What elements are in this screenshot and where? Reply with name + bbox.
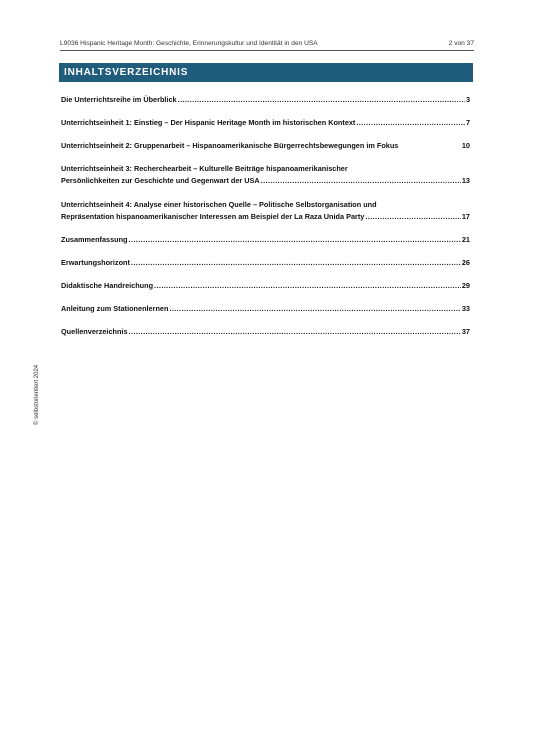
toc-entry-page: 33 bbox=[461, 304, 470, 313]
toc-entry-page: 21 bbox=[461, 235, 470, 244]
toc-entry[interactable] bbox=[61, 326, 470, 338]
toc-entry[interactable] bbox=[61, 234, 470, 246]
toc-entry-page: 26 bbox=[461, 258, 470, 267]
toc-entry-page: 13 bbox=[461, 175, 470, 185]
toc-entry-title: Didaktische Handreichung bbox=[61, 281, 154, 290]
copyright-notice: © selbstorientiert 2024 bbox=[34, 364, 40, 425]
toc-entry-page: 29 bbox=[461, 281, 470, 290]
toc-entry-title: Die Unterrichtsreihe im Überblick bbox=[61, 95, 177, 104]
toc-entry-title-line2: Persönlichkeiten zur Geschichte und Gegenwart der USA bbox=[61, 175, 260, 185]
toc-entry-title-line1: Unterrichtseinheit 4: Analyse einer historischen Quelle – Politische Selbstorganisation und bbox=[61, 200, 377, 209]
toc-entry-page: 10 bbox=[461, 141, 470, 150]
page-header bbox=[60, 40, 474, 51]
toc-entry-title: Zusammenfassung bbox=[61, 235, 128, 244]
toc-entry[interactable] bbox=[61, 117, 470, 129]
toc-entry-title-line2: Repräsentation hispanoamerikanischer Interessen am Beispiel der La Raza Unida Party bbox=[61, 211, 365, 221]
toc-leader-dots bbox=[131, 257, 461, 269]
toc-entry-page: 37 bbox=[461, 327, 470, 336]
toc-entry-title: Unterrichtseinheit 1: Einstieg – Der Hispanic Heritage Month im historischen Kontext bbox=[61, 118, 356, 127]
toc-entry-title-line1: Unterrichtseinheit 3: Recherchearbeit – Kulturelle Beiträge hispanoamerikanischer bbox=[61, 164, 348, 173]
document-title: L9036 Hispanic Heritage Month: Geschichte, Erinnerungskultur und Identität in den USA bbox=[60, 40, 318, 47]
toc-entry[interactable] bbox=[61, 280, 470, 292]
toc-entry-title: Unterrichtseinheit 2: Gruppenarbeit – Hispanoamerikanische Bürgerrechtsbewegungen im Fokus bbox=[61, 141, 399, 150]
toc-leader-dots bbox=[129, 234, 461, 246]
toc-leader-dots bbox=[356, 117, 465, 129]
toc-entry-title: Anleitung zum Stationenlernen bbox=[61, 304, 169, 313]
toc-entry-page: 7 bbox=[465, 118, 470, 127]
toc-heading: INHALTSVERZEICHNIS bbox=[64, 67, 189, 78]
toc-leader-dots bbox=[178, 94, 465, 106]
toc-entry-page: 17 bbox=[461, 211, 470, 221]
toc-entry[interactable] bbox=[61, 94, 470, 106]
toc-leader-dots bbox=[129, 326, 461, 338]
toc-entry-page: 3 bbox=[465, 95, 470, 104]
toc-entry-title: Erwartungshorizont bbox=[61, 258, 130, 267]
toc-leader-dots bbox=[169, 303, 460, 315]
toc-leader-dots bbox=[154, 280, 461, 292]
toc-entry[interactable] bbox=[61, 257, 470, 269]
toc-leader-dots bbox=[261, 175, 461, 187]
toc-leader-dots bbox=[365, 211, 461, 223]
toc-entry-title: Quellenverzeichnis bbox=[61, 327, 128, 336]
toc-heading-banner bbox=[59, 63, 473, 82]
toc-entry[interactable] bbox=[61, 303, 470, 315]
toc-entry[interactable] bbox=[61, 199, 470, 222]
page-number: 2 von 37 bbox=[448, 40, 474, 47]
toc-entry[interactable] bbox=[61, 163, 470, 186]
toc-entry[interactable] bbox=[61, 140, 470, 152]
